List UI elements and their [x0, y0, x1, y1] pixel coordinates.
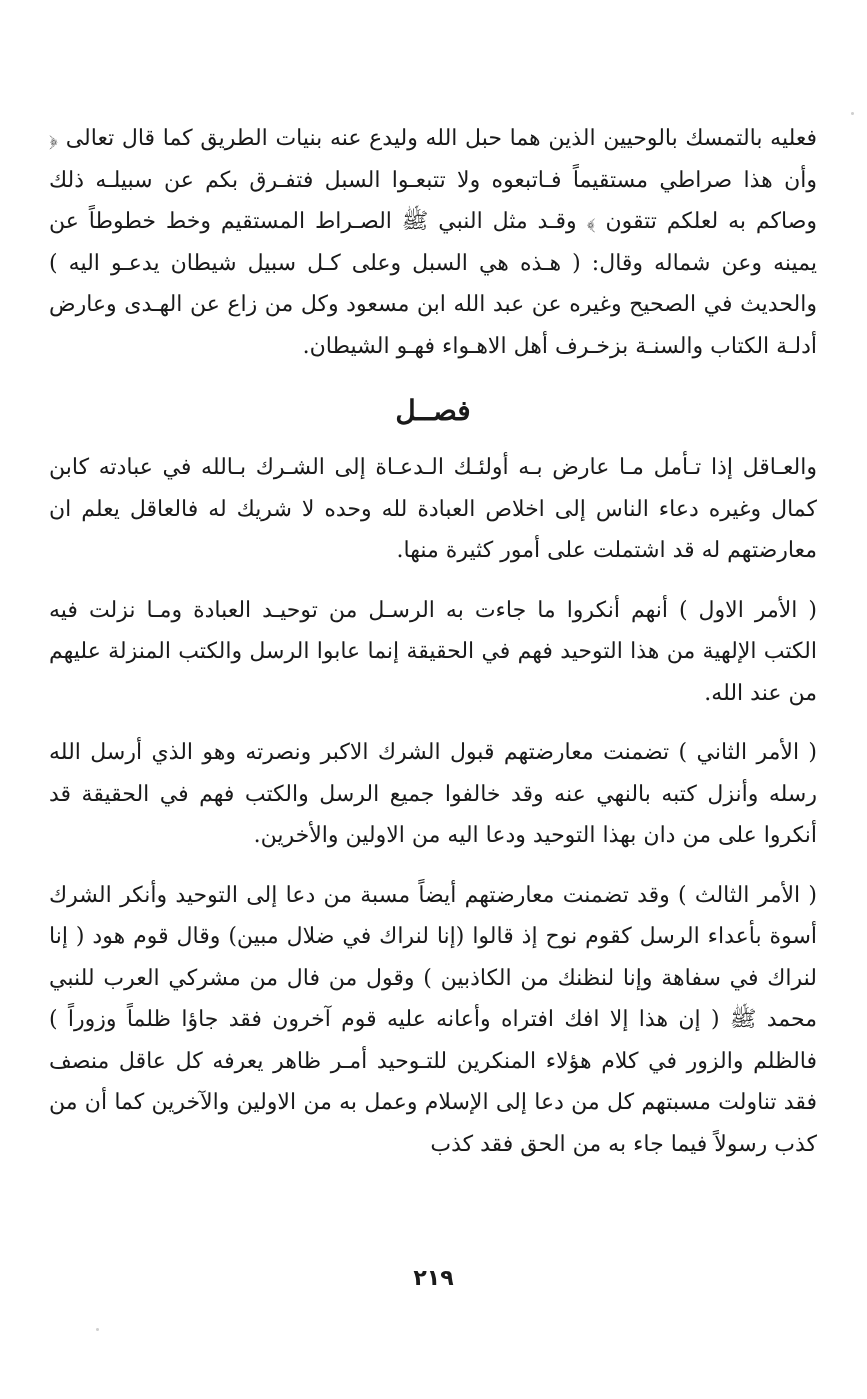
scan-speck: [96, 1328, 99, 1331]
paragraph-third-matter: ( الأمر الثالث ) وقد تضمنت معارضتهم أيضاً مسبة من دعا إلى التوحيد وأنكر الشرك أسوة بأعداء الرسل كقوم نوح إذ قالوا (إنا لنراك في ضلال مبين) وقال قوم هود ( إنا لنراك في سفاهة وإنا لنظنك من الكاذبين ) وقول من فال من مشركي العرب للنبي محمد ﷺ ( إن هذا إلا افك افتراه وأعانه عليه قوم آخرون فقد جاؤا ظلماً وزوراً ) فالظلم والزور في كلام هؤلاء المنكرين للتـوحيد أمـر ظاهر يعرفه كل عاقل منصف فقد تناولت مسبتهم كل من دعا إلى الإسلام وعمل به من الاولين والآخرين كما أن من كذب رسولاً فيما جاء به من الحق فقد كذب: [49, 882, 817, 1157]
section-heading: فصــل: [395, 394, 471, 427]
scan-speck: [851, 112, 854, 115]
paragraph-intro: فعليه بالتمسك بالوحيين الذين هما حبل الله وليدع عنه بنيات الطريق كما قال تعالى ﴿ وأن هذا صراطي مستقيماً فـاتبعوه ولا تتبعـوا السبل فتفـرق بكم عن سبيلـه ذلك وصاكم به لعلكم تتقون ﴾ وقـد مثل النبي ﷺ الصـراط المستقيم وخط خطوطاً عن يمينه وعن شماله وقال: ( هـذه هي السبل وعلى كـل سبيل شيطان يدعـو اليه ) والحديث في الصحيح وغيره عن عبد الله ابن مسعود وكل من زاع عن الهـدى وعارض أدلـة الكتاب والسنـة بزخـرف أهل الاهـواء فهـو الشيطان.: [49, 126, 817, 359]
paragraph-second-matter: ( الأمر الثاني ) تضمنت معارضتهم قبول الشرك الاكبر ونصرته وهو الذي أرسل الله رسله وأنزل كتبه بالنهي عنه وقد خالفوا جميع الرسل والكتب فهم في الحقيقة قد أنكروا على من دان بهذا التوحيد ودعا اليه من الاولين والأخرين.: [49, 740, 818, 848]
paragraph-first-matter: ( الأمر الاول ) أنهم أنكروا ما جاءت به الرسـل من توحيـد العبادة ومـا نزلت فيه الكتب الإلهية من هذا التوحيد فهم في الحقيقة إنما عابوا الرسل والكتب المنزلة عليهم من عند الله.: [49, 597, 817, 706]
page-number: ٢١٩: [413, 1266, 454, 1291]
paragraph-opening: والعـاقل إذا تـأمل مـا عارض بـه أولئـك الـدعـاة إلى الشـرك بـالله في عبادته كابن كمال وغيره دعاء الناس إلى اخلاص العبادة لله وحده لا شريك له فالعاقل يعلم ان معارضتهم له قد اشتملت على أمور كثيرة منها.: [49, 455, 817, 563]
page-body: [49, 118, 817, 1165]
